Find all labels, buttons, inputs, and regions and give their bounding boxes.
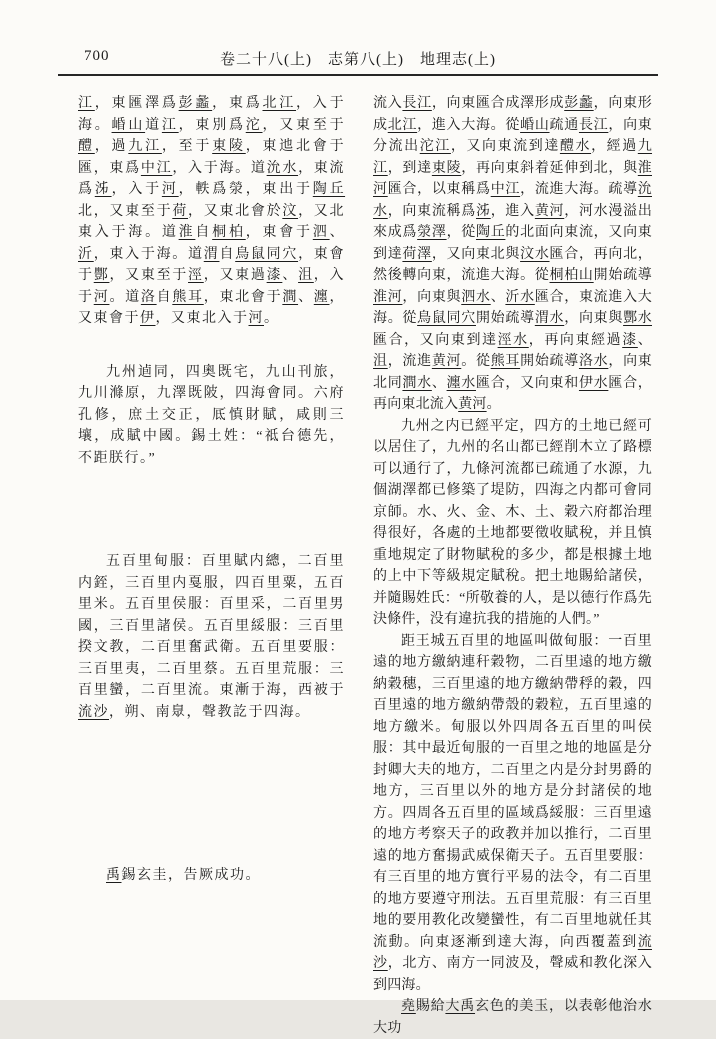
proper-noun: 沱 xyxy=(245,117,263,133)
proper-noun: 流沙 xyxy=(373,934,652,971)
proper-noun: 河 xyxy=(248,311,264,326)
proper-noun: 九江 xyxy=(128,139,162,154)
proper-noun: 泗 xyxy=(312,225,330,240)
proper-noun: 崏山 xyxy=(520,117,550,133)
proper-noun: 渭水 xyxy=(534,311,565,326)
proper-noun: 泲 xyxy=(475,203,491,219)
proper-noun: 沮 xyxy=(298,268,314,283)
proper-noun: 桐柏山 xyxy=(549,268,594,283)
proper-noun: 沇水 xyxy=(266,160,299,176)
proper-noun: 沂 xyxy=(78,246,94,262)
proper-noun: 黄河 xyxy=(534,203,565,219)
proper-noun: 東陵 xyxy=(431,160,462,176)
translation-column xyxy=(373,93,653,1036)
proper-noun: 彭蠡 xyxy=(178,96,213,111)
proper-noun: 澗水 xyxy=(402,375,432,391)
proper-noun: 中江 xyxy=(140,160,173,176)
proper-noun: 伊 xyxy=(140,311,156,326)
proper-noun: 熊耳 xyxy=(172,289,204,305)
proper-noun: 荷 xyxy=(172,203,189,219)
proper-noun: 汶水 xyxy=(520,246,550,262)
proper-noun: 沱江 xyxy=(419,139,451,154)
proper-noun: 滎澤 xyxy=(417,225,447,240)
paragraph: 距王城五百里的地區叫做甸服：一百里遠的地方繳納連秆穀物，二百里遠的地方繳納穀穗，三百里遠的地方繳納帶稃的穀，四百里遠的地方繳納帶殼的穀粒，五百里遠的地方繳米。甸服以外四周各五百里的叫侯服：其中最近甸服的一百里之地的地區是分封卿大夫的地方，二百里之内是分封男爵的地方，三百里以外的地方是分封諸侯的地方。四周各五百里的區域爲綏服：三百里遠的地方考察天子的政教并加以推行，二百里遠的地方奮揚武威保衛天子。五百里要服：有三百里的地方實行平易的法令，有二百里的地方要遵守刑法。五百里荒服：有三百里地的要用教化改變蠻性，有二百里地就任其流動。向東逐漸到達大海，向西覆蓋到流沙，北方、南方一同波及，聲威和教化深入到四海。 xyxy=(373,633,652,993)
proper-noun: 崏山 xyxy=(111,117,146,133)
proper-noun: 鳥鼠同穴 xyxy=(417,311,476,326)
paragraph: 九州之内已經平定，四方的土地已經可以居住了，九州的名山都已經削木立了路標可以通行了，九條河流都已疏通了水源，九個湖澤都已修築了堤防，四海之内都可會同京師。水、火、金、木、土、穀六府都治理得很好，各處的土地都要徵收賦稅，并且慎重地規定了財物賦稅的多少，都是根據土地的上中下等級規定賦稅。把土地賜給諸侯，并隨賜姓氏：“所敬養的人，是以德行作爲先決條件，没有違抗我的措施的人們。” xyxy=(373,418,652,627)
proper-noun: 九江 xyxy=(373,139,653,176)
proper-noun: 渭 xyxy=(203,246,220,262)
proper-noun: 汶 xyxy=(282,203,299,219)
proper-noun: 桐柏 xyxy=(212,225,246,240)
proper-noun: 醴水 xyxy=(559,139,592,154)
text-columns xyxy=(78,93,653,1036)
proper-noun: 沇水 xyxy=(373,182,652,219)
proper-noun: 大禹 xyxy=(445,999,476,1014)
paragraph: 流入長江，向東匯合成澤形成彭蠡，向東形成北江，進入大海。從崏山疏通長江，向東分流出沱江，又向東流到達醴水，經過九江，到達東陵，再向東斜着延伸到北，與淮河匯合，以東稱爲中江，流進大海。疏導沇水，向東流稱爲泲，進入黄河，河水漫溢出來成爲滎澤，從陶丘的北面向東流，又向東到達荷澤，又向東北與汶水匯合，再向北，然後轉向東，流進大海。從桐柏山開始疏導淮河，向東與泗水、沂水匯合，東流進入大海。從鳥鼠同穴開始疏導渭水，向東與酆水匯合，又向東到達涇水，再向東經過漆、沮，流進黄河。從熊耳開始疏導洛水，向東北同澗水、瀍水匯合，又向東和伊水匯合，再向東北流入黄河。 xyxy=(373,96,653,412)
proper-noun: 堯 xyxy=(401,999,416,1014)
proper-noun: 伊水 xyxy=(578,375,609,391)
proper-noun: 淮河 xyxy=(373,160,652,197)
proper-noun: 淮 xyxy=(178,225,196,240)
proper-noun: 洛水 xyxy=(578,354,609,369)
proper-noun: 東陵 xyxy=(212,139,246,154)
header-rule xyxy=(58,74,658,76)
proper-noun: 陶丘 xyxy=(475,225,506,240)
proper-noun: 河 xyxy=(161,182,179,197)
proper-noun: 熊耳 xyxy=(490,354,521,369)
proper-noun: 陶丘 xyxy=(312,182,346,197)
proper-noun: 酆水 xyxy=(623,311,652,326)
proper-noun: 長江 xyxy=(578,117,609,133)
proper-noun: 涇水 xyxy=(497,332,529,348)
proper-noun: 長江 xyxy=(402,96,432,111)
proper-noun: 黄河 xyxy=(431,354,462,369)
proper-noun: 漆 xyxy=(622,332,638,348)
classical-text-column xyxy=(78,93,345,970)
chapter-title: 卷二十八(上) 志第八(上) 地理志(上) xyxy=(220,52,496,68)
paragraph: 禹錫玄圭，告厥成功。 xyxy=(106,868,261,883)
proper-noun: 沂水 xyxy=(505,289,535,305)
page-header xyxy=(60,48,656,70)
proper-noun: 醴 xyxy=(78,139,95,154)
proper-noun: 瀍 xyxy=(313,289,330,305)
proper-noun: 流沙 xyxy=(78,704,109,720)
proper-noun: 黄河 xyxy=(458,397,487,412)
paragraph: 五百里甸服：百里賦内總，二百里内銍，三百里内戛服，四百里粟，五百里米。五百里侯服：百里采，二百里男國，三百里諸侯。五百里綏服：三百里揆文教，二百里奮武衛。五百里要服：三百里夷，二百里蔡。五百里荒服：三百里蠻，二百里流。東漸于海，西被于流沙，朔、南臮，聲教訖于四海。 xyxy=(78,554,345,720)
proper-noun: 沮 xyxy=(373,354,388,369)
proper-noun: 北江 xyxy=(262,96,297,111)
page-number: 700 xyxy=(84,48,110,64)
proper-noun: 彭蠡 xyxy=(564,96,594,111)
proper-noun: 北江 xyxy=(387,117,418,133)
proper-noun: 江 xyxy=(161,117,179,133)
proper-noun: 泲 xyxy=(94,182,112,197)
proper-noun: 鳥鼠同穴 xyxy=(235,246,299,262)
proper-noun: 瀍水 xyxy=(446,375,476,391)
proper-noun: 禹 xyxy=(106,868,122,883)
paragraph: 九州逌同，四奧既宅，九山刊旅，九川滌原，九澤既陂，四海會同。六府孔修，庶土交正，厎慎財賦，咸則三壤，成賦中國。錫土姓：“祗台德先，不距朕行。” xyxy=(78,364,345,466)
proper-noun: 中江 xyxy=(490,182,521,197)
proper-noun: 泗水 xyxy=(461,289,491,305)
proper-noun: 荷澤 xyxy=(402,246,432,262)
proper-noun: 河 xyxy=(93,289,110,305)
paragraph: 堯賜給大禹玄色的美玉，以表彰他治水大功 xyxy=(373,999,653,1036)
proper-noun: 江 xyxy=(78,96,95,111)
proper-noun: 澗 xyxy=(282,289,299,305)
paragraph: 江，東匯澤爲彭蠡，東爲北江，入于海。崏山道江，東別爲沱，又東至于醴，過九江，至于東陵，東迆北會于匯，東爲中江，入于海。道沇水，東流爲泲，入于河，軼爲滎，東出于陶丘北，又東至于荷，又東北會於汶，又北東入于海。道淮自桐柏，東會于泗、沂，東入于海。道渭自鳥鼠同穴，東會于酆，又東至于涇，又東過漆、沮，入于河。道洛自熊耳，東北會于澗、瀍，又東會于伊，又東北入于河。 xyxy=(78,96,346,326)
proper-noun: 涇 xyxy=(188,268,204,283)
proper-noun: 漆 xyxy=(266,268,283,283)
proper-noun: 酆 xyxy=(93,268,110,283)
proper-noun: 淮河 xyxy=(373,289,403,305)
proper-noun: 洛 xyxy=(140,289,157,305)
